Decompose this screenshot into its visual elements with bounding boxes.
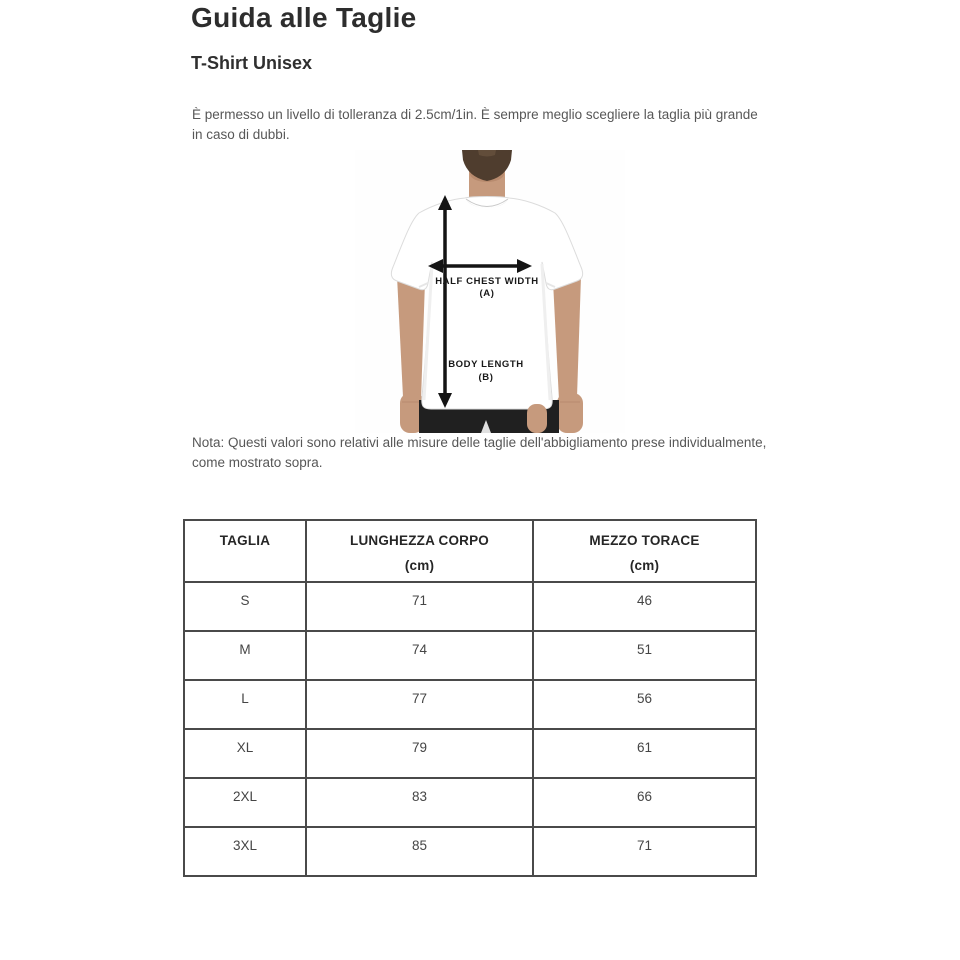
product-subtitle: T-Shirt Unisex [191,53,313,73]
cell-half-chest: 71 [533,827,756,876]
body-length-label: BODY LENGTH [448,359,524,370]
table-row-l [184,680,756,729]
cell-size: L [184,680,306,729]
cell-body-length: 85 [306,827,533,876]
half-chest-key: (A) [479,288,495,299]
table-row-s [184,582,756,631]
cell-half-chest: 46 [533,582,756,631]
table-row-m [184,631,756,680]
page-title: Guida alle Taglie [191,2,417,33]
cell-half-chest: 61 [533,729,756,778]
body-length-key: (B) [478,372,494,383]
column-header-taglia: TAGLIA [184,520,306,582]
cell-body-length: 71 [306,582,533,631]
size-diagram [355,150,625,433]
cell-body-length: 74 [306,631,533,680]
cell-body-length: 83 [306,778,533,827]
cell-half-chest: 56 [533,680,756,729]
table-row-2xl [184,778,756,827]
cell-size: XL [184,729,306,778]
cell-body-length: 79 [306,729,533,778]
table-row-3xl [184,827,756,876]
size-table-header-row [184,520,756,582]
cell-size: S [184,582,306,631]
cell-half-chest: 66 [533,778,756,827]
tshirt-measurement-photo [355,150,625,433]
tolerance-note-text: È permesso un livello di tolleranza di 2.5cm/1in. È sempre meglio scegliere la taglia più grande in caso di dubbi. [192,107,758,142]
half-chest-label: HALF CHEST WIDTH [435,276,539,287]
size-table [183,519,757,877]
column-header-mezzo-torace: MEZZO TORACE (cm) [533,520,756,582]
cell-size: M [184,631,306,680]
cell-half-chest: 51 [533,631,756,680]
cell-size: 3XL [184,827,306,876]
measurement-note-text: Nota: Questi valori sono relativi alle misure delle taglie dell'abbigliamento prese individualmente, come mostrato sopra. [192,435,767,470]
table-row-xl [184,729,756,778]
column-header-lunghezza-corpo: LUNGHEZZA CORPO (cm) [306,520,533,582]
cell-size: 2XL [184,778,306,827]
cell-body-length: 77 [306,680,533,729]
